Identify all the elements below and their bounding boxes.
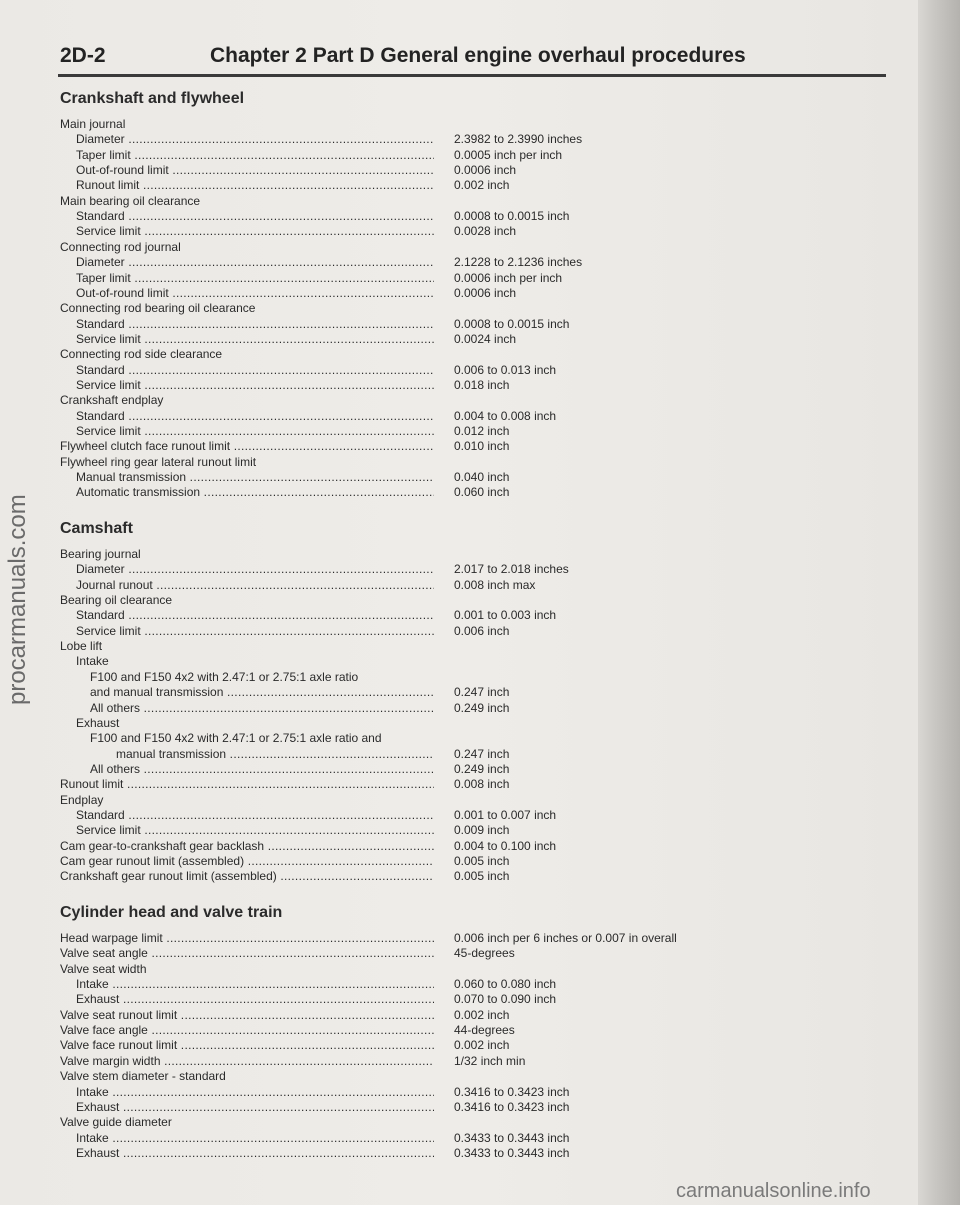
spec-value: 0.012 inch xyxy=(454,424,510,438)
spec-value: 0.002 inch xyxy=(454,178,510,193)
spec-label: Standard ..... xyxy=(76,607,434,623)
spec-label: Valve seat runout limit ..... xyxy=(60,1007,434,1023)
spec-label: Crankshaft endplay xyxy=(60,393,164,408)
spec-label: Main journal xyxy=(60,117,126,131)
spec-label: Taper limit ..... xyxy=(76,270,434,286)
chapter-title: Chapter 2 Part D General engine overhaul procedures xyxy=(210,44,746,67)
spec-value: 0.002 inch xyxy=(454,1007,510,1022)
spec-label: All others ..... xyxy=(90,700,434,716)
spec-value: 0.070 to 0.090 inch xyxy=(454,992,557,1007)
spec-value: 0.247 inch xyxy=(454,746,510,761)
spec-label: Bearing oil clearance xyxy=(60,593,173,608)
spec-value: 2.017 to 2.018 inches xyxy=(454,562,569,577)
spec-label: Main bearing oil clearance xyxy=(60,193,201,208)
spec-row xyxy=(60,423,780,439)
watermark-left xyxy=(8,665,28,705)
spec-value: 0.0006 inch per inch xyxy=(454,270,563,285)
spec-row xyxy=(60,1084,780,1100)
spec-row xyxy=(60,868,780,884)
spec-row xyxy=(60,623,780,639)
spec-row xyxy=(60,331,780,347)
spec-label: Service limit ..... xyxy=(76,377,434,393)
spec-label: Manual transmission ..... xyxy=(76,469,434,485)
spec-label: Connecting rod journal xyxy=(60,239,181,254)
spec-value: 0.040 inch xyxy=(454,470,510,485)
spec-row xyxy=(60,822,780,838)
spec-label: Diameter ..... xyxy=(76,131,434,147)
spec-value: 2.3982 to 2.3990 inches xyxy=(454,132,583,147)
spec-value: 44-degrees xyxy=(454,1023,515,1038)
spec-label: Runout limit ..... xyxy=(60,776,434,792)
spec-row xyxy=(60,1053,780,1069)
spec-row xyxy=(60,730,780,746)
spec-label: Exhaust ..... xyxy=(76,991,434,1007)
spec-value: 0.004 to 0.100 inch xyxy=(454,838,557,853)
spec-label: Standard ..... xyxy=(76,807,434,823)
spec-value: 0.0024 inch xyxy=(454,331,517,346)
spec-row xyxy=(60,1022,780,1038)
spec-row xyxy=(60,362,780,378)
spec-value: 0.0028 inch xyxy=(454,224,517,239)
spec-value: 0.010 inch xyxy=(454,439,510,454)
spec-label: Cam gear-to-crankshaft gear backlash ..... xyxy=(60,838,434,854)
spec-value: 0.0008 to 0.0015 inch xyxy=(454,316,570,331)
spec-row xyxy=(60,1114,780,1130)
watermark-bottom: carmanualsonline.info xyxy=(676,1180,871,1202)
spec-label: Connecting rod side clearance xyxy=(60,347,223,362)
spec-label: Bearing journal xyxy=(60,547,141,561)
spec-value: 0.3416 to 0.3423 inch xyxy=(454,1099,570,1114)
page-header xyxy=(60,44,886,74)
spec-label: Standard ..... xyxy=(76,362,434,378)
spec-row xyxy=(60,607,780,623)
spec-label: F100 and F150 4x2 with 2.47:1 or 2.75:1 axle ratio xyxy=(90,669,359,684)
spec-label: Cam gear runout limit (assembled) ..... xyxy=(60,853,434,869)
spec-row xyxy=(60,761,780,777)
spec-row xyxy=(60,300,780,316)
spec-row xyxy=(60,116,780,132)
spec-row xyxy=(60,961,780,977)
spec-label: Valve guide diameter xyxy=(60,1115,172,1130)
spec-row xyxy=(60,1145,780,1161)
spec-row xyxy=(60,177,780,193)
spec-label: Service limit ..... xyxy=(76,223,434,239)
spec-row xyxy=(60,945,780,961)
spec-row xyxy=(60,193,780,209)
spec-row xyxy=(60,484,780,500)
spec-row xyxy=(60,147,780,163)
spec-value: 0.001 to 0.007 inch xyxy=(454,807,557,822)
spec-label: and manual transmission ..... xyxy=(90,684,434,700)
spec-label: Valve seat width xyxy=(60,961,147,976)
spec-row xyxy=(60,162,780,178)
spec-value: 0.006 to 0.013 inch xyxy=(454,362,557,377)
section-title: Cylinder head and valve train xyxy=(60,904,283,921)
spec-value: 0.006 inch per 6 inches or 0.007 in overall xyxy=(454,931,677,945)
spec-row xyxy=(60,653,780,669)
spec-row xyxy=(60,469,780,485)
spec-label: All others ..... xyxy=(90,761,434,777)
spec-row xyxy=(60,638,780,654)
spec-row xyxy=(60,1007,780,1023)
spec-value: 0.249 inch xyxy=(454,700,510,715)
spec-row xyxy=(60,592,780,608)
spec-value: 0.008 inch max xyxy=(454,577,536,592)
spec-row xyxy=(60,408,780,424)
spec-row xyxy=(60,776,780,792)
spec-label: Out-of-round limit ..... xyxy=(76,285,434,301)
spec-row xyxy=(60,1037,780,1053)
spec-row xyxy=(60,577,780,593)
spec-row xyxy=(60,285,780,301)
spec-row xyxy=(60,700,780,716)
spec-value: 0.002 inch xyxy=(454,1038,510,1053)
spec-label: Valve margin width ..... xyxy=(60,1053,434,1069)
spec-row xyxy=(60,669,780,685)
spec-label: Endplay xyxy=(60,792,104,807)
spec-value: 0.009 inch xyxy=(454,823,510,838)
book-gutter xyxy=(918,0,960,1205)
spec-row xyxy=(60,438,780,454)
section-title: Crankshaft and flywheel xyxy=(60,90,245,107)
spec-row xyxy=(60,1099,780,1115)
spec-label: Service limit ..... xyxy=(76,331,434,347)
spec-value: 0.3433 to 0.3443 inch xyxy=(454,1145,570,1160)
spec-label: Automatic transmission ..... xyxy=(76,484,434,500)
spec-row xyxy=(60,684,780,700)
spec-value: 0.0008 to 0.0015 inch xyxy=(454,209,570,224)
spec-label: Intake ..... xyxy=(76,1130,434,1146)
spec-value: 0.005 inch xyxy=(454,854,510,868)
header-rule xyxy=(58,74,886,77)
spec-label: Valve face runout limit ..... xyxy=(60,1037,434,1053)
spec-value: 0.0005 inch per inch xyxy=(454,147,563,162)
spec-row xyxy=(60,377,780,393)
spec-value: 0.0006 inch xyxy=(454,163,517,178)
spec-row xyxy=(60,991,780,1007)
spec-label: Valve face angle ..... xyxy=(60,1022,434,1038)
spec-value: 0.004 to 0.008 inch xyxy=(454,408,557,423)
page-number: 2D-2 xyxy=(60,44,106,67)
spec-value: 0.060 inch xyxy=(454,485,510,500)
spec-row xyxy=(60,930,780,946)
spec-row xyxy=(60,392,780,408)
spec-label: Lobe lift xyxy=(60,639,103,654)
spec-value: 0.060 to 0.080 inch xyxy=(454,977,557,992)
spec-value: 0.008 inch xyxy=(454,777,510,792)
spec-row xyxy=(60,853,780,869)
section-title: Camshaft xyxy=(60,520,133,537)
spec-row xyxy=(60,1068,780,1084)
spec-label: Standard ..... xyxy=(76,408,434,424)
spec-row xyxy=(60,208,780,224)
spec-label: Service limit ..... xyxy=(76,822,434,838)
spec-label: Service limit ..... xyxy=(76,423,434,439)
spec-row xyxy=(60,254,780,270)
spec-value: 0.249 inch xyxy=(454,761,510,776)
spec-label: Standard ..... xyxy=(76,208,434,224)
spec-label: Intake xyxy=(76,654,109,669)
spec-row xyxy=(60,270,780,286)
spec-label: Service limit ..... xyxy=(76,623,434,639)
spec-label: Valve seat angle ..... xyxy=(60,945,434,961)
spec-label: Intake ..... xyxy=(76,976,434,992)
spec-label: Flywheel ring gear lateral runout limit xyxy=(60,454,257,469)
spec-label: Crankshaft gear runout limit (assembled) ..... xyxy=(60,868,434,884)
spec-label: Exhaust ..... xyxy=(76,1099,434,1115)
spec-row xyxy=(60,746,780,762)
spec-label: Connecting rod bearing oil clearance xyxy=(60,301,256,316)
spec-row xyxy=(60,976,780,992)
spec-row xyxy=(60,346,780,362)
spec-row xyxy=(60,239,780,255)
spec-label: Runout limit ..... xyxy=(76,177,434,193)
spec-label: Exhaust xyxy=(76,715,120,730)
spec-value: 0.3433 to 0.3443 inch xyxy=(454,1130,570,1145)
spec-label: F100 and F150 4x2 with 2.47:1 or 2.75:1 axle ratio and xyxy=(90,731,382,746)
spec-value: 0.0006 inch xyxy=(454,285,517,300)
spec-row xyxy=(60,223,780,239)
spec-value: 0.018 inch xyxy=(454,377,510,392)
spec-label: Exhaust ..... xyxy=(76,1145,434,1161)
spec-row xyxy=(60,454,780,470)
spec-label: manual transmission ..... xyxy=(116,746,434,762)
spec-label: Flywheel clutch face runout limit ..... xyxy=(60,438,434,454)
spec-label: Intake ..... xyxy=(76,1084,434,1100)
spec-value: 1/32 inch min xyxy=(454,1053,526,1068)
spec-row xyxy=(60,561,780,577)
spec-row xyxy=(60,807,780,823)
spec-label: Diameter ..... xyxy=(76,254,434,270)
spec-value: 0.3416 to 0.3423 inch xyxy=(454,1084,570,1099)
spec-row xyxy=(60,1130,780,1146)
spec-label: Out-of-round limit ..... xyxy=(76,162,434,178)
spec-value: 0.005 inch xyxy=(454,869,510,884)
spec-value: 2.1228 to 2.1236 inches xyxy=(454,255,583,270)
spec-row xyxy=(60,715,780,731)
spec-label: Journal runout ..... xyxy=(76,577,434,593)
spec-value: 0.001 to 0.003 inch xyxy=(454,608,557,623)
spec-value: 0.247 inch xyxy=(454,685,510,700)
spec-value: 0.006 inch xyxy=(454,623,510,638)
spec-value: 45-degrees xyxy=(454,946,515,961)
spec-label: Standard ..... xyxy=(76,316,434,332)
spec-label: Diameter ..... xyxy=(76,561,434,577)
spec-row xyxy=(60,316,780,332)
spec-row xyxy=(60,792,780,808)
spec-label: Taper limit ..... xyxy=(76,147,434,163)
spec-label: Valve stem diameter - standard xyxy=(60,1069,226,1084)
spec-row xyxy=(60,838,780,854)
spec-row xyxy=(60,131,780,147)
spec-row xyxy=(60,546,780,562)
spec-label: Head warpage limit ..... xyxy=(60,930,434,946)
